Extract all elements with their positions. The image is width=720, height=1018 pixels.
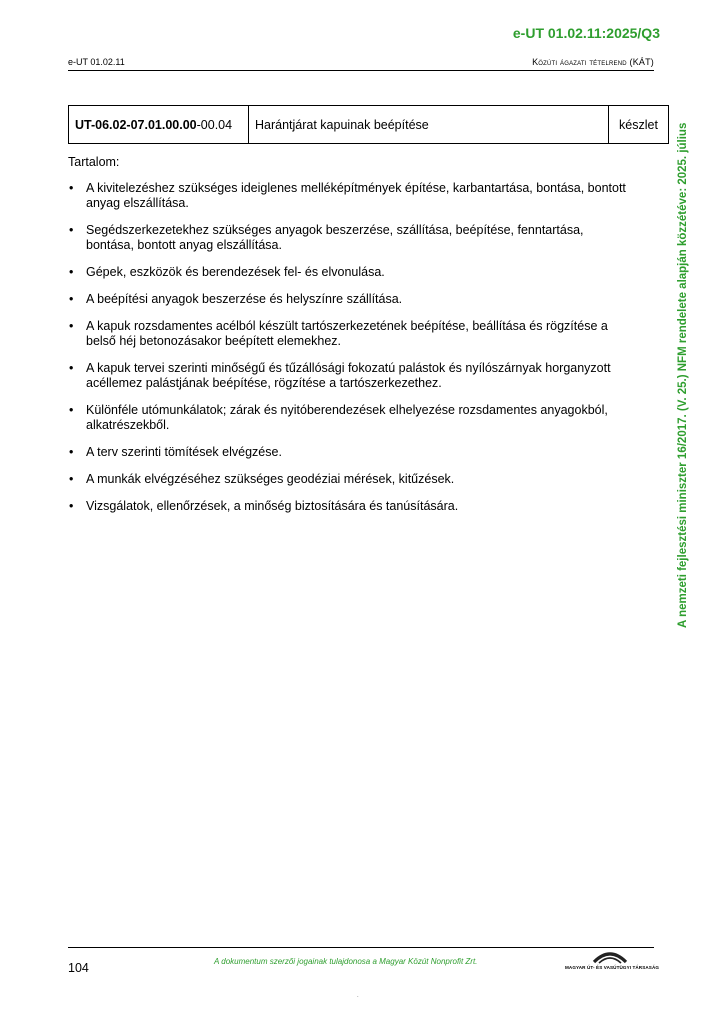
header-right-label: Közúti ágazati tételrend (KÁT) [532, 57, 654, 67]
copyright-note: A dokumentum szerzői jogainak tulajdonosa a Magyar Közút Nonprofit Zrt. [214, 957, 478, 966]
list-item: • A beépítési anyagok beszerzése és helyszínre szállítása. [68, 292, 628, 307]
list-item: • Segédszerkezetekhez szükséges anyagok beszerzése, szállítása, beépítése, fenntartása, bontása, bontott anyag elszállítása. [68, 223, 628, 253]
bridge-arc-logo-icon [593, 949, 627, 965]
list-item: • A kapuk rozsdamentes acélból készült tartószerkezetének beépítése, beállítása és rögzítése a belső héj betonozásakor beépített elemekhez. [68, 319, 628, 349]
list-item: • A kapuk tervei szerinti minőségű és tűzállósági fokozatú palástok és nyílószárnyak horganyzott acéllemez palástjának beépítése, rögzítése a tartószerkezethez. [68, 361, 628, 391]
footer-divider [68, 947, 654, 948]
side-publication-note: A nemzeti fejlesztési miniszter 16/2017. (V. 25.) NFM rendelete alapján közzétéve: 2025. július [677, 122, 689, 628]
item-code-bold: UT-06.02-07.01.00.00 [75, 117, 197, 132]
list-item: • Gépek, eszközök és berendezések fel- és elvonulása. [68, 265, 628, 280]
list-item: • A munkák elvégzéséhez szükséges geodéziai mérések, kitűzések. [68, 472, 628, 487]
logo-text: MAGYAR ÚT- ÉS VASÚTÜGYI TÁRSASÁG [565, 965, 660, 970]
item-title: Harántjárat kapuinak beépítése [249, 106, 609, 144]
item-row [69, 106, 669, 144]
page-dot: . [357, 993, 359, 999]
page-number: 104 [68, 961, 89, 975]
content-label: Tartalom: [68, 155, 120, 169]
page-header [68, 57, 654, 71]
item-code-suffix: -00.04 [196, 117, 233, 132]
list-item: • Vizsgálatok, ellenőrzések, a minőség biztosítására és tanúsítására. [68, 499, 628, 514]
list-item: • A kivitelezéshez szükséges ideiglenes melléképítmények építése, karbantartása, bontása, bontott anyag elszállítása. [68, 181, 628, 211]
content-bullet-list [68, 181, 628, 526]
item-code-cell [69, 106, 249, 144]
company-logo [565, 949, 660, 973]
header-left-label: e-UT 01.02.11 [68, 57, 125, 67]
list-item: • A terv szerinti tömítések elvégzése. [68, 445, 628, 460]
document-code: e-UT 01.02.11:2025/Q3 [512, 25, 660, 41]
list-item: • Különféle utómunkálatok; zárak és nyitóberendezések elhelyezése rozsdamentes anyagokból, alkatrészekből. [68, 403, 628, 433]
item-table [68, 105, 669, 144]
item-unit: készlet [609, 106, 669, 144]
